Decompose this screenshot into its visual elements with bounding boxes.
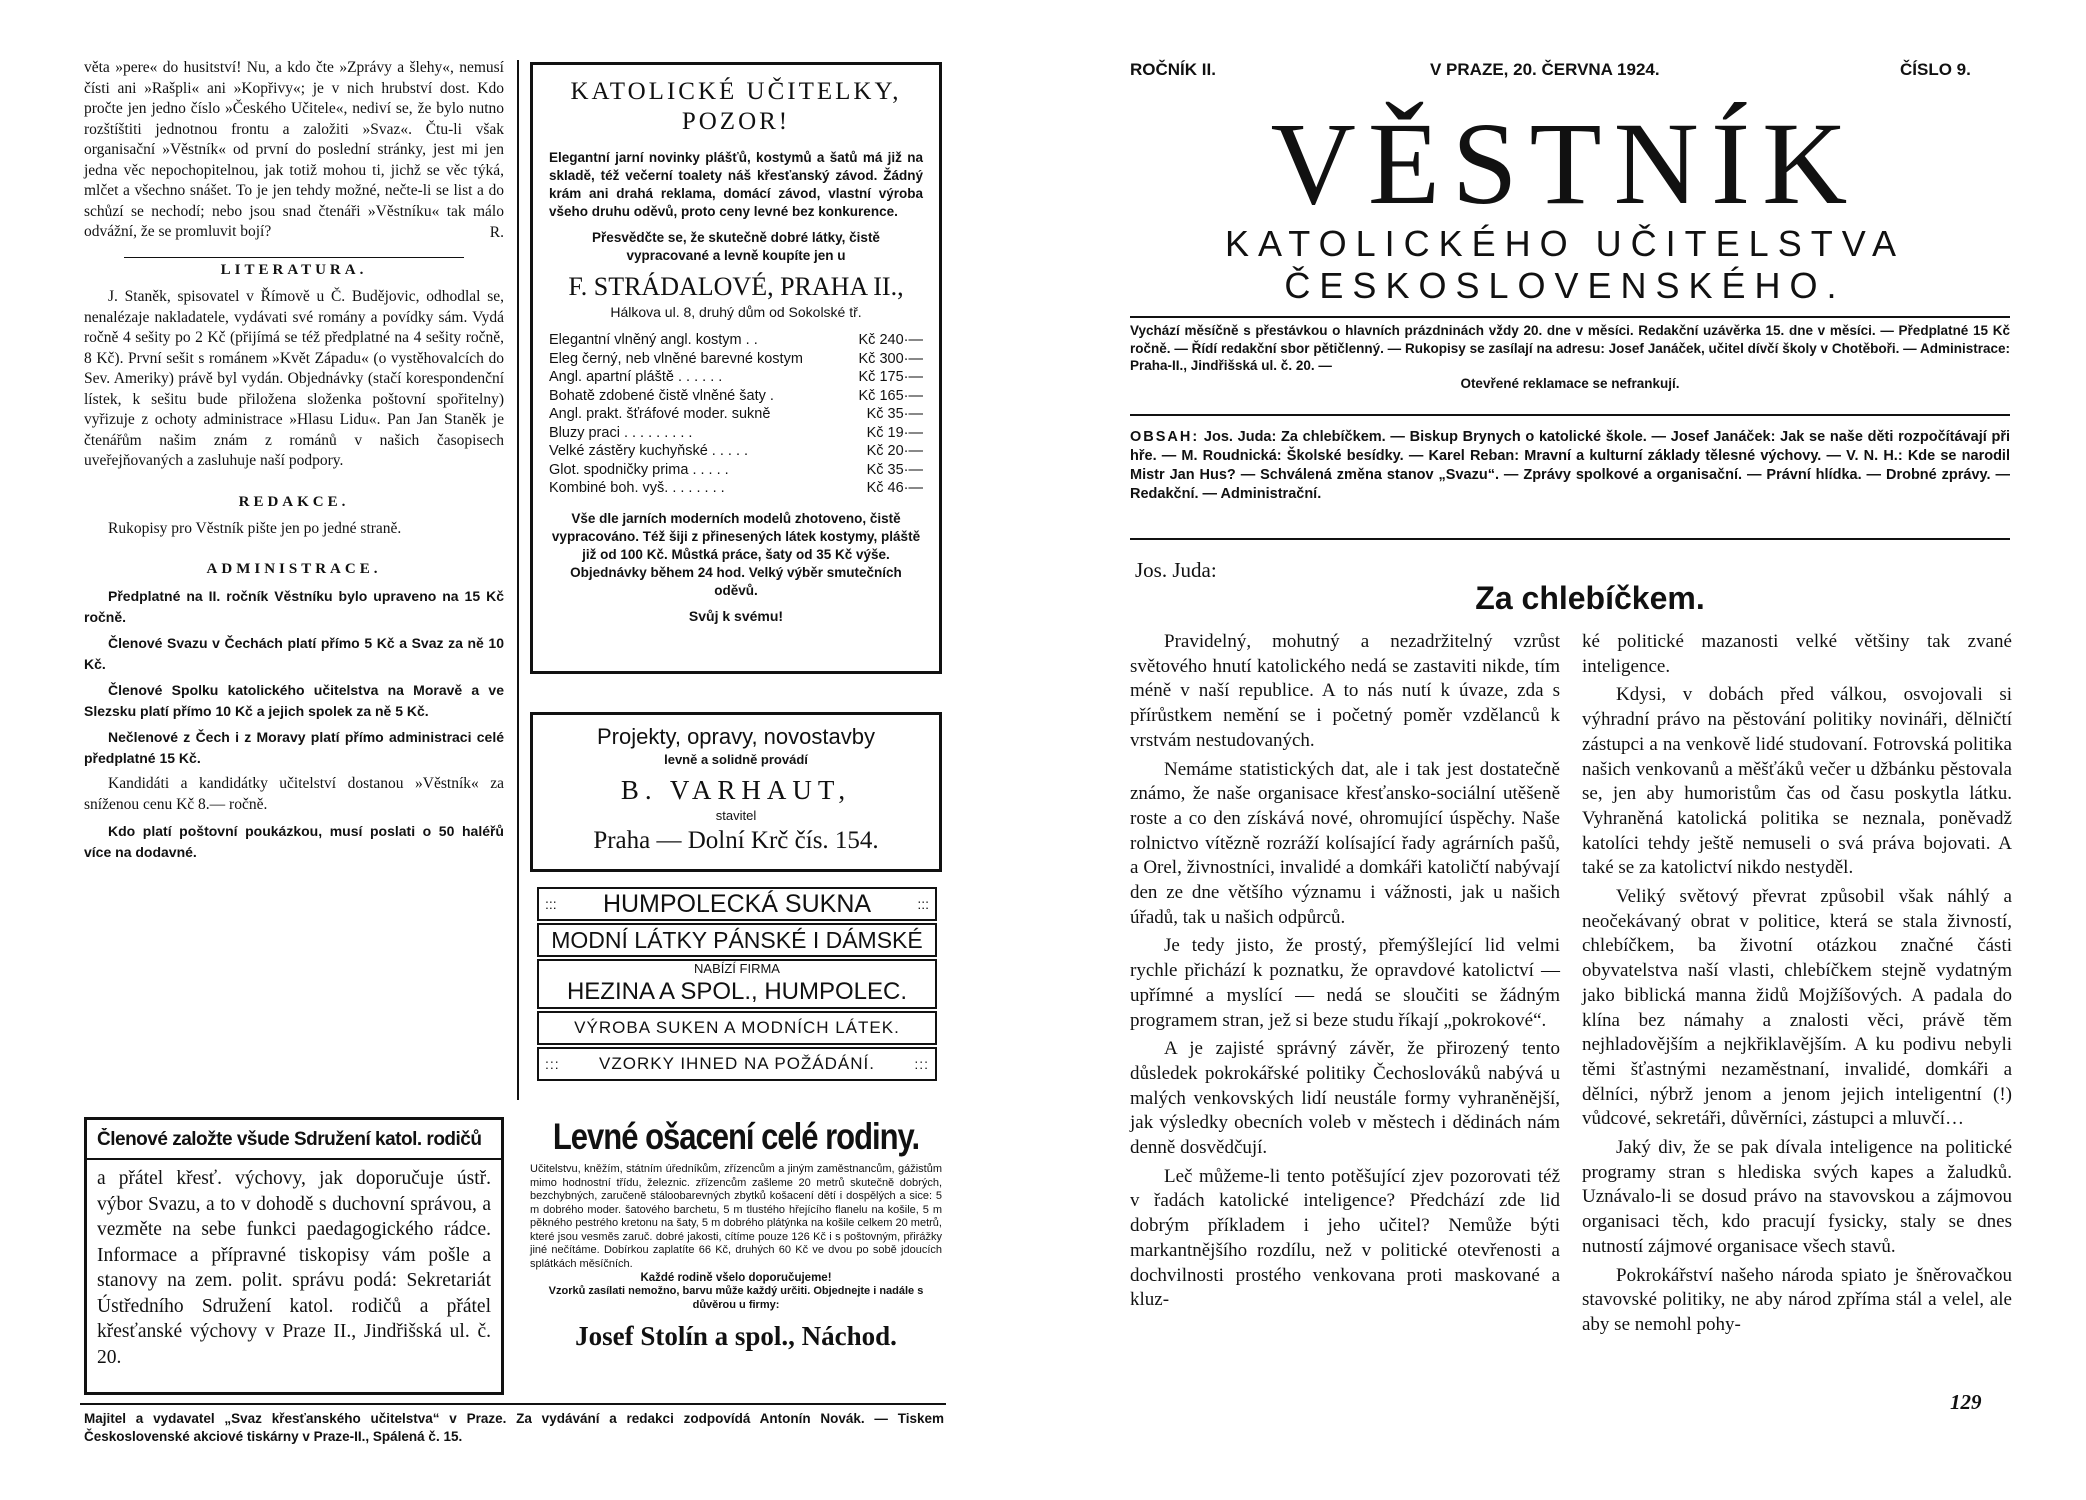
- ad-ucitelky-text3: Vše dle jarních moderních modelů zhotoveno, čistě vypracováno. Též šiji z přinesených látek kostymy, pláště již od 100 Kč. Můstká práce, šaty od 35 Kč výše. Objednávky během 24 hod. Velký výběr smutečních oděvů.: [551, 510, 921, 598]
- ad-ucitelky-pozor: POZOR!: [681, 108, 791, 135]
- admin-item: Nečlenové z Čech i z Moravy platí přímo administraci celé předplatné 15 Kč.: [84, 729, 504, 766]
- price-row: Eleg černý, neb vlněné barevné kostym Kč 300·—: [549, 350, 923, 367]
- ad-ucitelky-firm: F. STRÁDALOVÉ, PRAHA II.,: [568, 272, 904, 301]
- corner-dots: :::: [914, 1056, 929, 1072]
- corner-dots: :::: [545, 1056, 560, 1072]
- article-paragraph: ké politické mazanosti velké většiny tak zvané inteligence.: [1582, 631, 2012, 677]
- admin-item: Kandidáti a kandidátky učitelství dostanou »Věstník« za sníženou cenu Kč 8.— ročně.: [84, 775, 504, 813]
- info-rule-bottom: [1130, 414, 2010, 416]
- literatura-heading: LITERATURA.: [220, 262, 368, 278]
- page-number: 129: [1950, 1390, 1982, 1414]
- imprint-footer: Majitel a vydavatel „Svaz křesťanského učitelstva“ v Praze. Za vydávání a redakci zodpovídá Antonín Novák. — Tiskem Československé akciové tiskárny v Praze-II., Spálená č. 15.: [84, 1411, 944, 1444]
- price-row: Bluzy praci . . . . . . . . . Kč 19·—: [549, 424, 923, 441]
- price-list: [549, 331, 923, 498]
- ad-ucitelky-title: KATOLICKÉ UČITELKY,: [570, 78, 902, 105]
- administrace-heading: ADMINISTRACE.: [206, 561, 382, 577]
- issue-date: V PRAZE, 20. ČERVNA 1924.: [1430, 60, 1660, 79]
- article-column-right: [1582, 630, 2012, 1338]
- ad-sdruzeni-title: Členové založte všude Sdružení katol. rodičů: [97, 1129, 482, 1150]
- article-title: Za chlebíčkem.: [1475, 580, 1705, 616]
- article-paragraph: A je zajisté správný závěr, že přirozený tento důsledek pokrokářské politiky Čechoslováků nabývá u malých venkovských lidí neustále formy vyhraněnější, jak výsledky obecních voleb v městech i dědinách nám denně dosvědčují.: [1130, 1038, 1560, 1159]
- masthead-subtitle2: ČESKOSLOVENSKÉHO.: [1284, 265, 1846, 306]
- ad-ucitelky-address: Hálkova ul. 8, druhý dům od Sokolské tř.: [610, 304, 862, 320]
- obsah-text: Jos. Juda: Za chlebíčkem. — Biskup Brynych o katolické škole. — Josef Janáček: Jak se naše děti rozpočítávají při hře. — M. Roudnická: Školské besídky. — Karel Reban: Mravní a kulturní základy tělesné výchovy. — V. N. H.: Kde se narodil Mistr Jan Hus? — Schválená změna stanov „Svazu“. — Zprávy spolkové a organisační. — Právní hlídka. — Drobné zprávy. — Redakční. — Administrační.: [1130, 429, 2010, 502]
- article-paragraph: Pravidelný, mohutný a nezadržitelný vzrůst světového hnutí katolického nedá se zastaviti nikde, tím méně v naší republice. A to nás nutí k úvaze, zda s přírůstkem nemění se i početný poměr vzdělanců k vrstvám nestudovaných.: [1130, 631, 1560, 751]
- article-paragraph: Leč můžeme-li tento potěšující zjev pozorovati též v řadách katolické inteligence? Předchází zde lid dobrým příkladem i jeho učitel? Nemůže býti markantnějšího rozdílu, než v politické otevřenosti a dochvilnosti prostého venkovana proti maskované a kluz-: [1130, 1165, 1560, 1311]
- humpolec-row4: VÝROBA SUKEN A MODNÍCH LÁTEK.: [537, 1011, 937, 1045]
- column-divider: [517, 60, 519, 1100]
- price-row: Kombiné boh. vyš. . . . . . . . Kč 46·—: [549, 480, 923, 496]
- ad-ucitelky-text2: Přesvědčte se, že skutečně dobré látky, čistě vypracované a levně koupíte jen u: [592, 230, 880, 263]
- ad-varhaut-line2: levně a solidně provádí: [664, 752, 808, 767]
- literatura-text: J. Staněk, spisovatel v Římově u Č. Budějovic, odhodlal se, nenalézaje nakladatele, vydávati své romány a povídky sám. Vydá ročně 4 sešity po 2 Kč (přijímá se též předplatné na 4 sešity ročně, 8 Kč). První sešit s románem »Květ Západu« (o vystěhovalcích do Sev. Ameriky) právě byl vydán. Objednávky (stačí korespondenční lístek, k sešitu bude přiložena složenka poštovní spořitelny) vyřizuje z ochoty administrace »Hlasu Lidu«. Pan Jan Staněk je čtenářům našim znám z románů v našich časopisech uveřejňovaných a zasluhuje naší podpory.: [84, 288, 504, 469]
- price-row: Elegantní vlněný angl. kostym . . Kč 240·—: [549, 332, 923, 348]
- ad-varhaut-role: stavitel: [715, 808, 757, 823]
- ad-varhaut-name: B. VARHAUT,: [620, 775, 852, 805]
- ad-stolin: [530, 1117, 942, 1395]
- publication-info: Vychází měsíčně s přestávkou o hlavních prázdninách vždy 20. dne v měsíci. Redakční uzávěrka 15. dne v měsíci. — Předplatné 15 Kč ročně. — Řídí redakční sbor pětičlenný. — Rukopisy se zasílají na adresu: Josef Janáček, učitel dívčí školy v Chotěboři. — Administrace: Praha-II., Jindřišská ul. č. 20. — Otevřené reklamace se nefrankují.: [1130, 323, 2010, 391]
- ad-varhaut-city: Praha — Dolní Krč čís. 154.: [593, 827, 879, 854]
- admin-item: Členové Svazu v Čechách platí přímo 5 Kč a Svaz za ně 10 Kč.: [84, 635, 504, 672]
- redakce-heading: REDAKCE.: [238, 493, 350, 510]
- article-column-left: [1130, 630, 1560, 1313]
- humpolec-row3: NABÍZÍ FIRMA HEZINA A SPOL., HUMPOLEC.: [537, 959, 937, 1009]
- info-rule-top: [1130, 316, 2010, 318]
- left-column: [84, 58, 504, 862]
- ad-stolin-title: Levné ošacení celé rodiny.: [552, 1115, 920, 1158]
- ad-sdruzeni: [84, 1117, 504, 1395]
- cislo-label: ČÍSLO 9.: [1900, 60, 1971, 79]
- ad-sdruzeni-text: a přátel křesť. výchovy, jak doporučuje ústř. výbor Svazu, a to v dohodě s duchovní správou, a vezměte na sebe funkci paedagogického rádce. Informace a přípravné tiskopisy vám pošle a stanovy na zem. polit. správu podá: Sekretariát Ústředního Sdružení katol. rodičů a přátel křesťanské výchovy v Praze II., Jindřišská ul. č. 20.: [97, 1168, 491, 1368]
- masthead-subtitle1: KATOLICKÉHO UČITELSTVA: [1224, 223, 1906, 264]
- price-row: Glot. spodničky prima . . . . . Kč 35·—: [549, 461, 923, 478]
- ad-stolin-text: Učitelstvu, kněžím, státním úředníkům, zřízencům a jiným zaměstnancům, gážistům mimo hodnostní třídu, železnic. zřízencům zašleme 20 metrů skutečně dobrých, bezchybných, zaručeně stáloobarevných zbytků košacení dětí i dospělých a sice: 5 m dobrého moder. šatového barchetu, 5 m tlustého hřejícího flanelu na košile, 5 m pěkného pestrého kretonu na šaty, 5 m dobrého plátýnka na košile celkem 20 metrů, které jsou vesměs zaruč. dobré jakosti, cítíme pouze 126 Kč i s poštovným, přirážky jiné nečítáme. Dobírkou zaplatíte 66 Kč, druhých 60 Kč ve dvou po sobě jdoucích splátkách měsíčních.: [530, 1163, 942, 1270]
- article-paragraph: Pokrokářství našeho národa spiato je šněrovačkou stavovské politiky, ne aby národ zpříma stál a velel, ale aby se nemohl pohy-: [1582, 1264, 2012, 1335]
- redakce-text: Rukopisy pro Věstník pište jen po jedné straně.: [108, 519, 402, 537]
- admin-item: Kdo platí poštovní poukázkou, musí poslati o 50 haléřů více na dodavné.: [84, 823, 504, 860]
- price-row: Velké zástěry kuchyňské . . . . . Kč 20·—: [549, 443, 923, 459]
- ad-humpolec: [537, 887, 937, 1087]
- obsah-label: OBSAH:: [1130, 429, 1200, 445]
- price-row: Angl. apartní pláště . . . . . . Kč 175·—: [549, 369, 923, 385]
- article-paragraph: Veliký světový převrat způsobil však náhlý a neočekávaný obrat v politice, která se stala živností, chlebíčkem, ba životní otázkou značné části obyvatelstva naší vlasti, chlebíčkem stejně vydatným jako biblická manna židů Mojžíšových. A padala do klína bez námahy a znalosti věci, právě těm nejhladovějším a nejkřiklavějším. A ku podivu nebyli těmi šťastnými nezaměstnaní, invalidé, domkáři a dělníci, nýbrž jenom a jenom jejich inteligentní (!) vůdcové, sekretáři, důvěrníci, zástupci a mluvčí…: [1582, 886, 2012, 1130]
- right-page: [1100, 0, 2086, 1500]
- obsah-rule: [1130, 538, 2010, 540]
- ad-ucitelky: [530, 62, 942, 674]
- price-row: Angl. prakt. šťráfové moder. sukně Kč 35·—: [549, 406, 923, 422]
- ad-ucitelky-text1: Elegantní jarní novinky plášťů, kostymů a šatů má již na skladě, též večerní toalety náš křesťanský závod. Žádný krám ani drahá reklama, domácí závod, vlastní výroba všeho druhu oděvů, proto ceny levné bez konkurence.: [549, 150, 923, 219]
- article-paragraph: Jaký div, že se pak dívala inteligence na politické programy stran s hlediska svých kapes a žaludků. Uznávalo-li se dosud právo na stavovskou a zájmovou organisaci těch, kdo pracují fysicky, staly se dnes nutností zájmové organisace všech stavů.: [1582, 1137, 2012, 1257]
- rocnik-label: ROČNÍK II.: [1130, 60, 1216, 79]
- ad-ucitelky-motto: Svůj k svému!: [688, 607, 784, 624]
- article-paragraph: Nemáme statistických dat, ale i tak jest dostatečně známo, že naše organisace křesťansko-sociální utěšeně roste a co den získává nové, ohromující úspěchy. Naše rolnictvo vítězně rozráží kolísající řady agrárních pašů, a Orel, živnostníci, invalidé a domkáři katoličtí nabývají den ze dne většího významu i vážnosti, jak u našich úřadů, tak u našich odpůrců.: [1130, 758, 1560, 928]
- footer-rule: [80, 1403, 946, 1405]
- ad-varhaut: [530, 712, 942, 872]
- article-paragraph: Je tedy jisto, že prostý, přemýšlející lid velmi rychle přichází k poznatku, že opravdové katolictví — upřímné a myslící — nedá se sloučiti se žádným programem stran, jež si beze studu říkají „pokrokové“.: [1130, 935, 1560, 1031]
- ad-varhaut-line1: Projekty, opravy, novostavby: [597, 724, 875, 749]
- masthead-title: VĚSTNÍK: [1270, 98, 1860, 229]
- article-paragraph: Kdysi, v dobách před válkou, osvojovali si výhradní právo na pěstování politiky novináři, dělničtí zástupci a na venkově lidé studovaní. Fotrovská politika našich venkovanů a měšťáků večer u džbánku pěstovala se, jen aby humoristům čas od času poskytla látku. Vyhraněná katolická politika se neznala, poněvadž katolíci tehdy ještě nemuseli o svá práva bojovati. A také se za katolictví nikdo nestyděl.: [1582, 684, 2012, 879]
- left-page: [0, 0, 1000, 1500]
- intro-sign: R.: [489, 223, 504, 241]
- admin-item: Členové Spolku katolického učitelstva na Moravě a ve Slezsku platí přímo 10 Kč a jejich spolek za ně 5 Kč.: [84, 682, 504, 719]
- table-of-contents: [1130, 428, 2010, 504]
- ad-stolin-bold: Každé rodině všelo doporučujeme!: [640, 1272, 832, 1284]
- ad-stolin-firm: Josef Stolín a spol., Náchod.: [575, 1321, 897, 1351]
- price-row: Bohatě zdobené čistě vlněné šaty . Kč 165·—: [549, 387, 923, 404]
- intro-paragraph: věta »pere« do husitství! Nu, a kdo čte »Zprávy a šlehy«, nemusí čísti ani »Rašpli« ani »Kopřivy«; je v nich hrubství dost. Kdo pročte jen jedno číslo »Českého Učitele«, nediví se, že bylo nutno rozštíštiti jednotnou frontu a založiti »Svaz«. Čtu-li však organisační »Věstník« od první do poslední stránky, jest mi jen jedna věc nepochopitelnou, jak totiž mohou ti, jichž se věc týká, mlčet a všechno snášet. To je jen tehdy možné, nečte-li se list a do schůzí se nechodí; nebo jsou snad čtenáři »Věstníku« tak málo odvážní, že se promluvit bojí?: [84, 59, 504, 240]
- humpolec-row1: ::: HUMPOLECKÁ SUKNA :::: [537, 887, 937, 921]
- humpolec-row5: ::: VZORKY IHNED NA POŽÁDÁNÍ. :::: [537, 1047, 937, 1081]
- admin-item: Předplatné na II. ročník Věstníku bylo upraveno na 15 Kč ročně.: [84, 588, 504, 625]
- ad-stolin-text2: Vzorků zasílati nemožno, barvu může každý určiti. Objednejte i nadále s důvěrou u firmy:: [548, 1285, 924, 1311]
- reklamace-note: Otevřené reklamace se nefrankují.: [1460, 375, 1680, 391]
- article-author: Jos. Juda:: [1135, 558, 1217, 582]
- corner-dots: :::: [545, 896, 557, 912]
- corner-dots: :::: [917, 896, 929, 912]
- humpolec-row2: MODNÍ LÁTKY PÁNSKÉ I DÁMSKÉ: [537, 923, 937, 957]
